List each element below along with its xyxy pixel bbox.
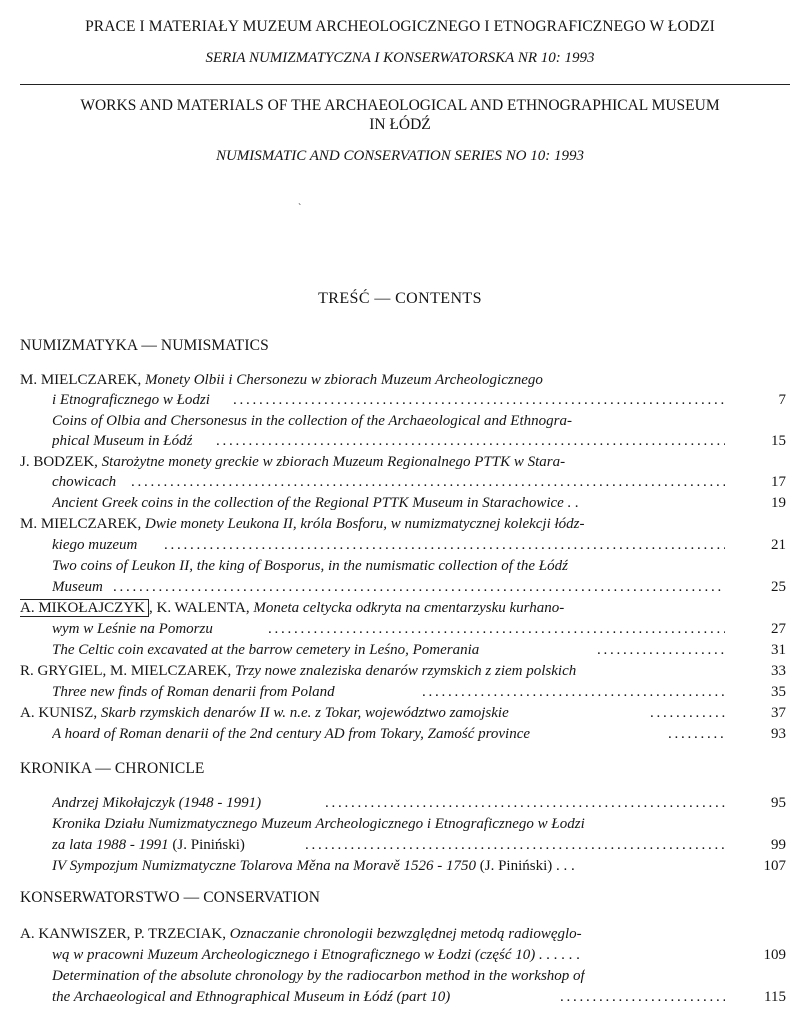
entry-title: wą w pracowni Muzeum Archeologicznego i Etnograficznego w Łodzi (część 10) . . . . . . <box>52 947 581 963</box>
toc-entry-line <box>0 856 790 876</box>
leader-dots <box>113 577 725 597</box>
entry-title: i Etnograficznego w Łodzi <box>52 392 210 408</box>
entry-english-title: Determination of the absolute chronology by the radiocarbon method in the workshop of <box>52 968 585 984</box>
page-number: 7 <box>778 392 786 408</box>
entry-author: , K. WALENTA, <box>149 600 250 616</box>
entry-title: Moneta celtycka odkryta na cmentarzysku kurhano- <box>253 600 565 616</box>
polish-journal-title: PRACE I MATERIAŁY MUZEUM ARCHEOLOGICZNEGO I ETNOGRAFICZNEGO W ŁODZI <box>85 18 715 35</box>
entry-author: A. KANWISZER, P. TRZECIAK, <box>20 926 226 942</box>
page-number: 27 <box>771 621 786 637</box>
toc-entry-line <box>0 493 790 513</box>
toc-entry-line <box>0 452 790 472</box>
entry-author: A. KUNISZ, <box>20 705 98 721</box>
leader-dots <box>216 431 725 451</box>
section-conservation: KONSERWATORSTWO — CONSERVATION <box>20 889 321 906</box>
entry-title: IV Sympozjum Numizmatyczne Tolarova Měna na Moravě 1526 - 1750 <box>52 858 476 874</box>
leader-dots <box>560 987 725 1007</box>
entry-english-title: The Celtic coin excavated at the barrow cemetery in Leśno, Pomerania <box>52 642 480 658</box>
leader-dots <box>268 619 725 639</box>
leader-dots <box>305 835 725 855</box>
english-series-title: NUMISMATIC AND CONSERVATION SERIES NO 10: 1993 <box>215 148 585 164</box>
leader-dots <box>131 472 725 492</box>
toc-entry-line <box>0 431 790 451</box>
toc-entry-line <box>0 598 790 618</box>
leader-dots <box>650 703 725 723</box>
toc-entry-line <box>0 682 790 702</box>
entry-english-title: phical Museum in Łódź <box>52 433 193 449</box>
stray-mark: ˋ <box>298 203 302 214</box>
entry-title: Monety Olbii i Chersonezu w zbiorach Muzeum Archeologicznego <box>145 372 543 388</box>
entry-title: chowicach <box>52 474 117 490</box>
english-title-line-2: IN ŁÓDŹ <box>369 116 431 133</box>
leader-dots <box>597 640 725 660</box>
leader-dots <box>233 390 725 410</box>
entry-title: Skarb rzymskich denarów II w. n.e. z Tokar, województwo zamojskie <box>100 705 509 721</box>
entry-author: (J. Piniński) . . . <box>479 858 575 874</box>
entry-author: R. GRYGIEL, M. MIELCZAREK, <box>20 663 232 679</box>
toc-entry-line <box>0 514 790 534</box>
toc-entry-line <box>0 945 790 965</box>
entry-title: wym w Leśnie na Pomorzu <box>52 621 213 637</box>
entry-author: J. BODZEK, <box>20 454 98 470</box>
page-number: 107 <box>763 858 786 874</box>
entry-author: M. MIELCZAREK, <box>20 372 142 388</box>
entry-author: M. MIELCZAREK, <box>20 516 142 532</box>
toc-entry-line <box>0 987 790 1007</box>
contents-heading: TREŚĆ — CONTENTS <box>318 290 482 307</box>
toc-entry-line <box>0 814 790 834</box>
leader-dots <box>422 682 725 702</box>
toc-entry-line <box>0 619 790 639</box>
toc-entry-line <box>0 661 790 681</box>
page-number: 37 <box>771 705 786 721</box>
toc-entry-line <box>0 577 790 597</box>
polish-series-title: SERIA NUMIZMATYCZNA I KONSERWATORSKA NR 10: 1993 <box>205 50 595 66</box>
toc-entry-line <box>0 390 790 410</box>
section-chronicle: KRONIKA — CHRONICLE <box>20 760 205 777</box>
page-number: 35 <box>771 684 786 700</box>
entry-title: Oznaczanie chronologii bezwzględnej metodą radiowęglo- <box>229 926 582 942</box>
toc-entry-line <box>0 793 790 813</box>
toc-entry-line <box>0 411 790 431</box>
leader-dots <box>668 724 725 744</box>
entry-title: kiego muzeum <box>52 537 138 553</box>
page-number: 25 <box>771 579 786 595</box>
toc-entry-line <box>0 924 790 944</box>
boxed-author: A. MIKOŁAJCZYK <box>20 599 149 617</box>
toc-entry-line <box>0 724 790 744</box>
leader-dots <box>164 535 725 555</box>
page-number: 19 <box>771 495 786 511</box>
toc-entry-line <box>0 703 790 723</box>
entry-title: Starożytne monety greckie w zbiorach Muzeum Regionalnego PTTK w Stara- <box>101 454 566 470</box>
page-number: 109 <box>763 947 786 963</box>
entry-english-title: the Archaeological and Ethnographical Museum in Łódź (part 10) <box>52 989 451 1005</box>
page-number: 31 <box>771 642 786 658</box>
page-number: 33 <box>771 663 786 679</box>
page-number: 17 <box>771 474 786 490</box>
english-title-line-1: WORKS AND MATERIALS OF THE ARCHAEOLOGICAL AND ETHNOGRAPHICAL MUSEUM <box>80 97 720 114</box>
page-number: 15 <box>771 433 786 449</box>
entry-title: za lata 1988 - 1991 <box>52 837 169 853</box>
page-number: 99 <box>771 837 786 853</box>
toc-entry-line <box>0 835 790 855</box>
toc-entry-line <box>0 556 790 576</box>
entry-english-title: Two coins of Leukon II, the king of Bosporus, in the numismatic collection of the Łódź <box>52 558 568 574</box>
entry-author: (J. Piniński) <box>172 837 245 853</box>
section-numismatics: NUMIZMATYKA — NUMISMATICS <box>20 337 269 354</box>
english-journal-title <box>0 96 800 134</box>
page-number: 115 <box>764 989 786 1005</box>
page-number: 93 <box>771 726 786 742</box>
page-number: 21 <box>771 537 786 553</box>
entry-english-title: Three new finds of Roman denarii from Poland <box>52 684 335 700</box>
entry-english-title: Museum <box>52 579 103 595</box>
entry-title: Trzy nowe znaleziska denarów rzymskich z ziem polskich <box>235 663 577 679</box>
entry-title: Kronika Działu Numizmatycznego Muzeum Archeologicznego i Etnograficznego w Łodzi <box>52 816 585 832</box>
toc-entry-line <box>0 640 790 660</box>
leader-dots <box>325 793 725 813</box>
entry-title: Dwie monety Leukona II, króla Bosforu, w numizmatycznej kolekcji łódz- <box>145 516 585 532</box>
page-number: 95 <box>771 795 786 811</box>
header-divider <box>20 84 790 85</box>
toc-entry-line <box>0 966 790 986</box>
entry-english-title: Coins of Olbia and Chersonesus in the collection of the Archaeological and Ethnogra- <box>52 413 572 429</box>
entry-english-title: A hoard of Roman denarii of the 2nd century AD from Tokary, Zamość province <box>52 726 531 742</box>
toc-entry-line <box>0 472 790 492</box>
toc-entry-line <box>0 370 790 390</box>
entry-title: Andrzej Mikołajczyk (1948 - 1991) <box>52 795 262 811</box>
entry-english-title: Ancient Greek coins in the collection of the Regional PTTK Museum in Starachowice . . <box>52 495 579 511</box>
toc-entry-line <box>0 535 790 555</box>
